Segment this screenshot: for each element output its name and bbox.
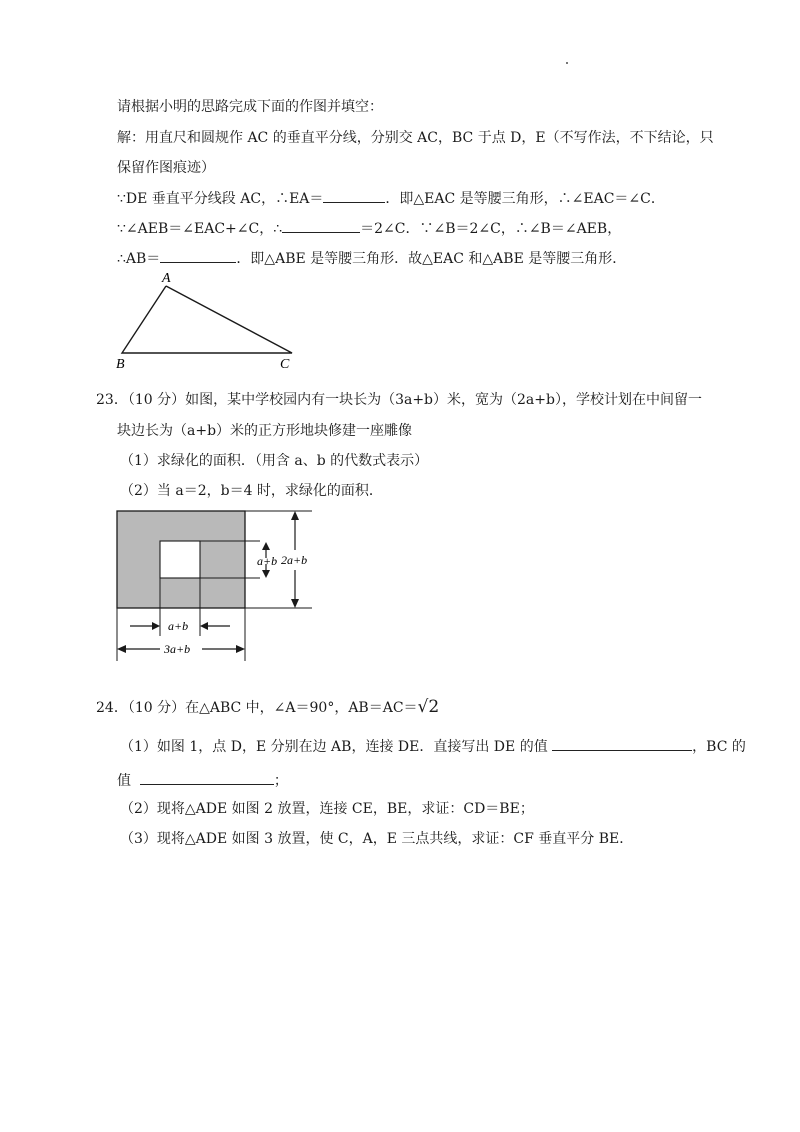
arrow-head [200,622,208,630]
arrow-head [236,645,245,653]
triangle-outline [122,286,292,353]
intro-line-5 [117,218,621,239]
intro-line-3: 保留作图痕迹） [117,160,215,176]
arrow-head [262,542,270,550]
q23-line-2: 块边长为（a+b）米的正方形地块修建一座雕像 [117,423,413,439]
q24-sub-1-c: 值 [117,773,131,789]
q24-sub-1 [120,736,746,757]
intro-line-4-a: ∵DE 垂直平分线段 AC，∴EA＝ [117,191,324,207]
intro-line-5-b: ＝2∠C．∵∠B＝2∠C，∴∠B＝∠AEB， [360,221,622,237]
answer-blank-ea[interactable] [323,188,385,203]
q24-sub-1-b: ，BC 的 [692,739,746,755]
label-width: 3a+b [164,642,191,656]
triangle-label-a: A [162,271,171,286]
triangle-figure [110,268,310,378]
sqrt-two: √2 [417,697,440,717]
intro-line-4 [117,188,665,209]
intro-line-1: 请根据小明的思路完成下面的作图并填空： [117,99,383,115]
arrow-head [262,570,270,578]
intro-line-6 [117,248,626,269]
q23-sub-2: （2）当 a＝2，b＝4 时，求绿化的面积． [120,483,383,499]
statue-square [160,541,200,578]
q24-sub-1-a: （1）如图 1，点 D，E 分别在边 AB，连接 DE．直接写出 DE 的值 [120,739,548,755]
arrow-head [291,511,299,520]
answer-blank-angle[interactable] [282,218,360,233]
q24-sub-1-cont [117,770,288,791]
triangle-label-b: B [116,357,125,372]
arrow-head [291,599,299,608]
intro-line-6-b: ．即△ABE 是等腰三角形．故△EAC 和△ABE 是等腰三角形． [236,251,627,267]
intro-line-4-b: ．即△EAC 是等腰三角形，∴∠EAC＝∠C． [385,191,665,207]
answer-blank-de[interactable] [552,736,692,751]
answer-blank-bc[interactable] [140,770,274,785]
garden-figure [112,506,322,666]
answer-blank-ab[interactable] [160,248,236,263]
speck-dot [566,62,568,64]
q23-sub-1: （1）求绿化的面积．（用含 a、b 的代数式表示） [120,453,429,469]
label-inner-height: a+b [257,554,278,568]
triangle-label-c: C [280,357,290,372]
label-height: 2a+b [281,553,308,567]
q24-sub-3: （3）现将△ADE 如图 3 放置，使 C，A，E 三点共线，求证：CF 垂直平分 BE． [120,831,634,847]
intro-line-2: 解：用直尺和圆规作 AC 的垂直平分线，分别交 AC，BC 于点 D，E（不写作法，不下结论，只 [117,130,714,146]
arrow-head [117,645,126,653]
label-inner-width: a+b [168,619,189,633]
q24-line-1 [96,697,439,718]
q24-sub-2: （2）现将△ADE 如图 2 放置，连接 CE，BE，求证：CD＝BE； [120,801,534,817]
intro-line-5-a: ∵∠AEB＝∠EAC+∠C，∴ [117,221,283,237]
arrow-head [152,622,160,630]
intro-line-6-a: ∴AB＝ [117,251,161,267]
q24-line-1-text: 24．（10 分）在△ABC 中，∠A＝90°，AB＝AC＝ [96,700,418,716]
q23-line-1: 23．（10 分）如图，某中学校园内有一块长为（3a+b）米，宽为（2a+b），学校计划在中间留一 [96,392,702,408]
q24-sub-1-d: ； [273,773,288,789]
